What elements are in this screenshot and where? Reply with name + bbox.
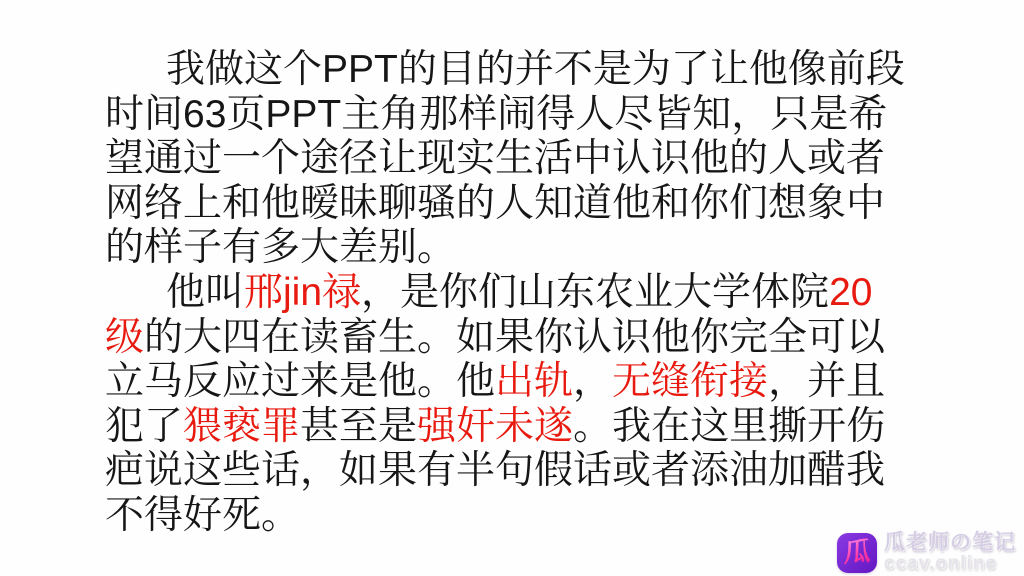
body-text: 时间63页PPT主角那样闹得人尽皆知，只是希 [105,92,888,136]
text-line [105,137,915,182]
highlighted-text: 20 [829,270,873,314]
body-text: 甚至是 [300,404,418,448]
text-line [105,449,915,494]
highlighted-text: 邢jin禄 [244,270,362,314]
highlighted-text: 强奸未遂 [417,404,574,448]
text-line [105,405,915,450]
body-text: 。我在这里撕开伤 [573,404,886,448]
body-text: 犯了 [105,404,184,448]
body-text: 望通过一个途径让现实生活中认识他的人或者 [105,137,886,181]
text-line [105,316,915,361]
body-text: 不得好死。 [105,493,301,537]
melon-glyph: 瓜 [842,536,872,568]
text-line [105,226,915,271]
body-text: 立马反应过来是他。他 [105,360,496,404]
highlighted-text: 猥亵罪 [183,404,301,448]
body-text: ，是你们山东农业大学体院 [361,270,830,314]
body-text: 我做这个PPT的目的并不是为了让他像前段 [166,48,905,91]
melon-logo-icon [837,533,877,573]
body-text: ，并且 [768,360,886,404]
body-text: 疤说这些话，如果有半句假话或者添油加醋我 [105,449,886,493]
text-line [105,360,915,405]
text-line [105,48,915,93]
watermark [837,532,1016,573]
body-text: 他叫 [166,270,245,314]
text-line [105,494,915,539]
body-text: 的大四在读畜生。如果你认识他你完全可以 [144,315,886,359]
body-text: ， [573,360,613,404]
text-line [105,93,915,138]
text-line [105,182,915,227]
text-line [105,271,915,316]
watermark-text [884,532,1016,573]
highlighted-text: 级 [105,315,145,359]
watermark-brand: 瓜老师の笔记 [884,531,1016,554]
highlighted-text: 无缝衔接 [612,360,769,404]
highlighted-text: 出轨 [495,360,574,404]
body-text: 网络上和他暧昧聊骚的人知道他和你们想象中 [105,181,886,225]
slide-text-block [105,48,915,539]
watermark-domain: ccav.online [884,553,998,574]
body-text: 的样子有多大差别。 [105,226,457,270]
